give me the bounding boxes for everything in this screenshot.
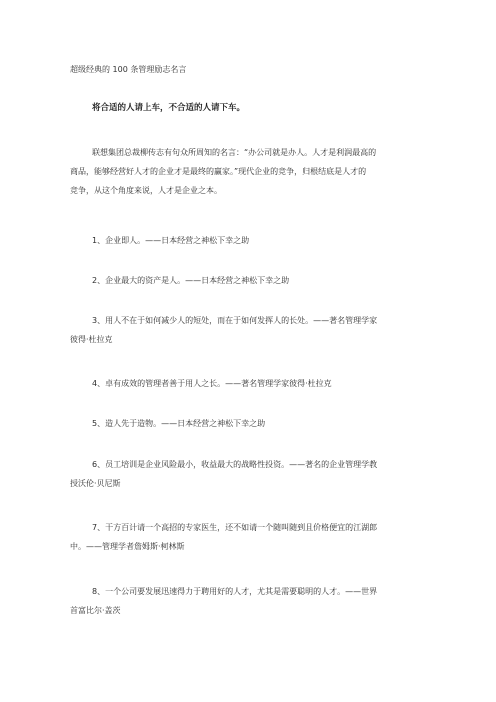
quote-7 — [70, 518, 430, 556]
quote-line: 8、一个公司要发展迅速得力于聘用好的人才，尤其是需要聪明的人才。——世界 — [92, 587, 378, 596]
quote-1 — [70, 231, 430, 250]
intro-line: 联想集团总裁柳传志有句众所周知的名言：“办公司就是办人。人才是利润最高的 — [92, 148, 377, 157]
quote-line: 中。——管理学者詹姆斯·柯林斯 — [70, 542, 185, 551]
quote-line: 彼得·杜拉克 — [70, 335, 113, 344]
quote-8 — [70, 582, 430, 620]
intro-line: 商品，能够经营好人才的企业才是最终的赢家。”现代企业的竞争，归根结底是人才的 — [70, 167, 367, 176]
headline: 将合适的人请上车，不合适的人请下车。 — [92, 103, 246, 113]
quote-3 — [70, 311, 430, 349]
document-title: 超级经典的 100 条管理励志名言 — [70, 65, 187, 74]
quote-2 — [70, 271, 430, 290]
quote-line: 授沃伦·贝尼斯 — [70, 479, 121, 488]
intro-paragraph — [70, 143, 430, 200]
quote-line: 5、造人先于造物。——日本经营之神松下幸之助 — [92, 419, 266, 428]
quote-line: 1、企业即人。——日本经营之神松下幸之助 — [92, 236, 250, 245]
intro-line: 竞争，从这个角度来说，人才是企业之本。 — [70, 186, 222, 195]
quote-line: 4、卓有成效的管理者善于用人之长。——著名管理学家彼得·杜拉克 — [92, 379, 332, 388]
quote-line: 6、员工培训是企业风险最小，收益最大的战略性投资。——著名的企业管理学教 — [92, 460, 378, 469]
quote-4 — [70, 374, 430, 393]
quote-line: 7、干方百计请一个高招的专家医生，还不如请一个随叫随到且价格便宜的江湖郎 — [92, 523, 378, 532]
quote-line: 3、用人不在于如何减少人的短处，而在于如何发挥人的长处。——著名管理学家 — [92, 316, 378, 325]
quote-6 — [70, 455, 430, 493]
quote-5 — [70, 414, 430, 433]
quote-line: 首富比尔·盖茨 — [70, 606, 121, 615]
quote-line: 2、企业最大的资产是人。——日本经营之神松下幸之助 — [92, 276, 290, 285]
